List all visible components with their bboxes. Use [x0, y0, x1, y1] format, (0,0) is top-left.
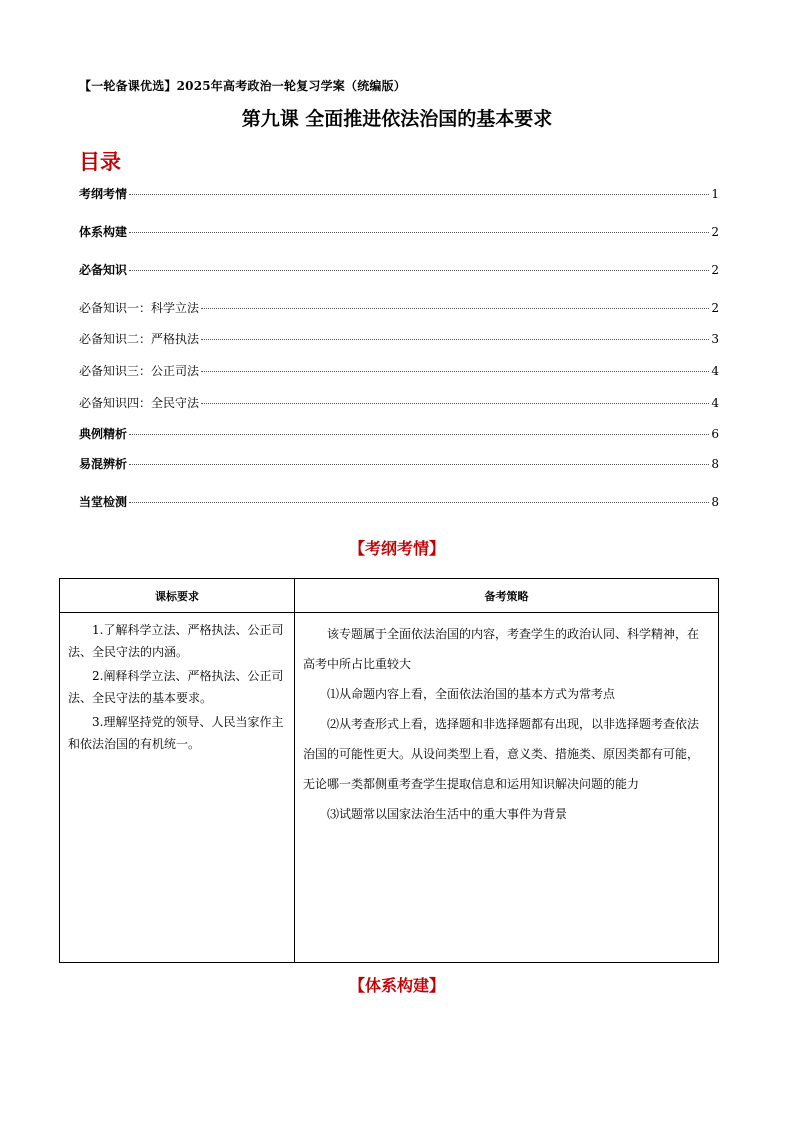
beikao-paragraph: ⑶试题常以国家法治生活中的重大事件为背景: [327, 807, 568, 821]
toc-item-page: 4: [711, 396, 719, 410]
toc-item-label: 易混辨析: [79, 457, 128, 471]
beikao-cell: [295, 613, 719, 963]
toc-heading: 目录: [79, 150, 121, 174]
toc-item-label: 考纲考情: [79, 187, 128, 201]
toc-item-yihun[interactable]: [79, 457, 719, 471]
toc-item-tixi[interactable]: [79, 225, 719, 239]
requirements-table: [59, 578, 719, 963]
beikao-paragraph: ⑴从命题内容上看，全面依法治国的基本方式为常考点: [327, 687, 616, 701]
toc-item-label: 必备知识三：公正司法: [79, 364, 200, 378]
table-header-kebiao: 课标要求: [60, 579, 295, 613]
toc-item-bibei[interactable]: [79, 263, 719, 277]
document-header: 【一轮备课优选】2025年高考政治一轮复习学案（统编版）: [79, 79, 407, 93]
toc-leader-dots: [129, 270, 709, 271]
toc-leader-dots: [201, 339, 709, 340]
toc-leader-dots: [129, 194, 709, 195]
toc-item-label: 必备知识一：科学立法: [79, 301, 200, 315]
table-header-beikao: 备考策略: [295, 579, 719, 613]
toc-item-dangtang[interactable]: [79, 495, 719, 509]
kebiao-item: 2.阐释科学立法、严格执法、公正司法、全民守法的基本要求。: [68, 669, 284, 705]
toc-leader-dots: [129, 464, 709, 465]
toc-item-page: 4: [711, 364, 719, 378]
toc-item-bibei-3[interactable]: [79, 364, 719, 378]
kebiao-item: 1.了解科学立法、严格执法、公正司法、全民守法的内涵。: [68, 623, 284, 659]
toc-item-label: 必备知识: [79, 263, 128, 277]
toc-item-dianli[interactable]: [79, 427, 719, 441]
toc-item-page: 2: [711, 263, 719, 277]
kebiao-cell: [60, 613, 295, 963]
toc-leader-dots: [129, 434, 709, 435]
toc-item-label: 当堂检测: [79, 495, 128, 509]
table-row: [60, 613, 719, 963]
toc-item-label: 体系构建: [79, 225, 128, 239]
beikao-paragraph: 该专题属于全面依法治国的内容，考查学生的政治认同、科学精神，在高考中所占比重较大: [303, 627, 700, 671]
toc-item-page: 8: [711, 457, 719, 471]
beikao-paragraph: ⑵从考查形式上看，选择题和非选择题都有出现，以非选择题考查依法治国的可能性更大。从设问类型上看，意义类、措施类、原因类都有可能，无论哪一类都侧重考查学生提取信息和运用知识解决问题的能力: [303, 717, 700, 791]
toc-item-page: 2: [711, 225, 719, 239]
toc-item-label: 必备知识四：全民守法: [79, 396, 200, 410]
toc-item-kaogang[interactable]: [79, 187, 719, 201]
kebiao-item: 3.理解坚持党的领导、人民当家作主和依法治国的有机统一。: [68, 715, 284, 751]
toc-leader-dots: [201, 308, 709, 309]
toc-leader-dots: [201, 371, 709, 372]
toc-leader-dots: [129, 232, 709, 233]
toc-item-page: 2: [711, 301, 719, 315]
toc-item-bibei-1[interactable]: [79, 301, 719, 315]
section-heading-kaogang: 【考纲考情】: [348, 539, 445, 558]
toc-item-bibei-4[interactable]: [79, 396, 719, 410]
toc-item-label: 典例精析: [79, 427, 128, 441]
section-heading-tixi: 【体系构建】: [348, 976, 445, 995]
toc-item-page: 3: [711, 332, 719, 346]
toc-leader-dots: [201, 403, 709, 404]
document-title: 第九课 全面推进依法治国的基本要求: [241, 108, 553, 130]
toc-item-page: 6: [711, 427, 719, 441]
toc-item-page: 8: [711, 495, 719, 509]
toc-item-page: 1: [711, 187, 719, 201]
table-header-row: [60, 579, 719, 613]
toc-item-bibei-2[interactable]: [79, 332, 719, 346]
toc-leader-dots: [129, 502, 709, 503]
toc-item-label: 必备知识二：严格执法: [79, 332, 200, 346]
